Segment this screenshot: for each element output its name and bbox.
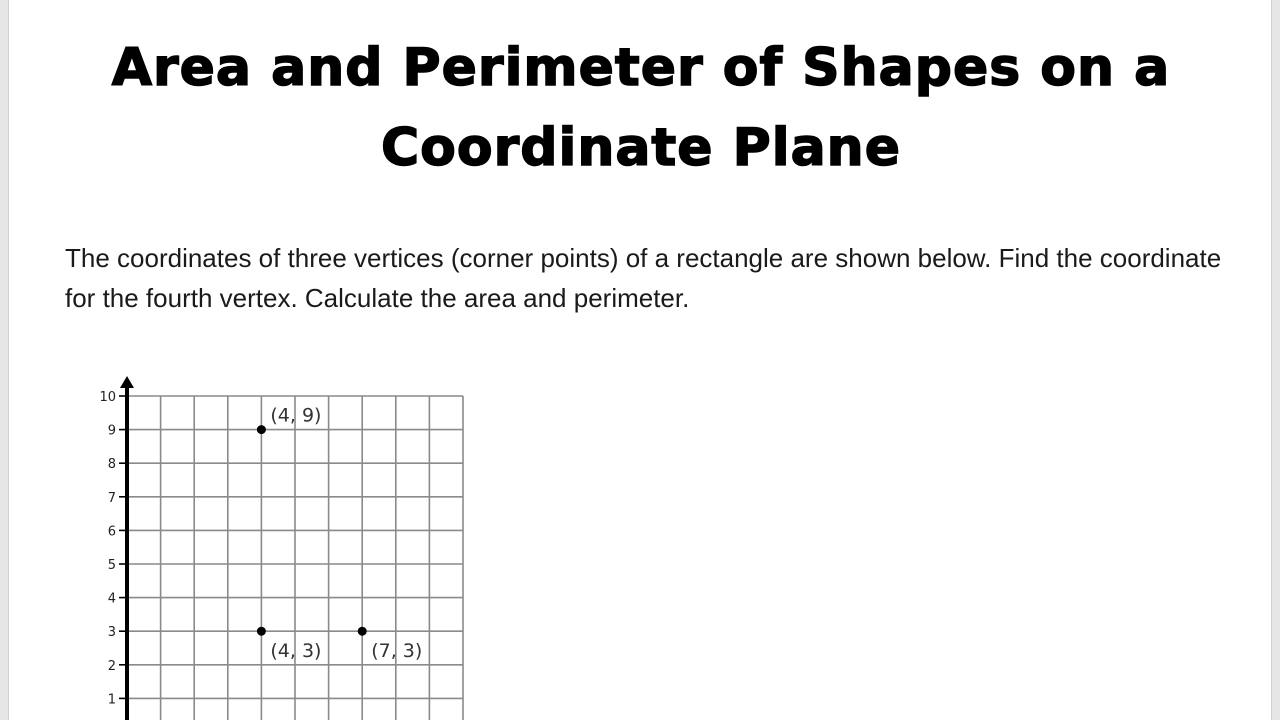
y-axis-arrow xyxy=(120,376,134,388)
y-tick-label: 8 xyxy=(107,457,116,473)
y-tick-label: 9 xyxy=(107,423,116,439)
data-point xyxy=(257,627,266,636)
y-tick-label: 5 xyxy=(107,558,116,573)
y-tick-label: 10 xyxy=(99,390,116,405)
data-point-label: (4, 3) xyxy=(270,640,322,663)
data-point-label: (4, 9) xyxy=(270,404,322,427)
y-tick-label: 2 xyxy=(107,658,116,674)
grid-lines xyxy=(127,396,463,720)
y-tick-label: 4 xyxy=(107,591,116,607)
data-point-label: (7, 3) xyxy=(371,640,423,663)
y-axis xyxy=(120,376,134,720)
y-tick-label: 3 xyxy=(107,625,116,641)
data-point xyxy=(358,627,367,636)
y-tick-label: 7 xyxy=(107,490,116,506)
y-axis-ticks xyxy=(99,390,127,707)
y-tick-label: 1 xyxy=(107,692,116,708)
y-tick-label: 6 xyxy=(107,524,116,540)
data-point xyxy=(257,425,266,434)
problem-instructions: The coordinates of three vertices (corner points) of a rectangle are shown below. Find the coordinate for the fourth vertex. Calculate the area and perimeter. xyxy=(65,243,1222,313)
worksheet-title: Area and Perimeter of Shapes on a Coordinate Plane xyxy=(111,38,1171,178)
plotted-points xyxy=(257,405,422,663)
